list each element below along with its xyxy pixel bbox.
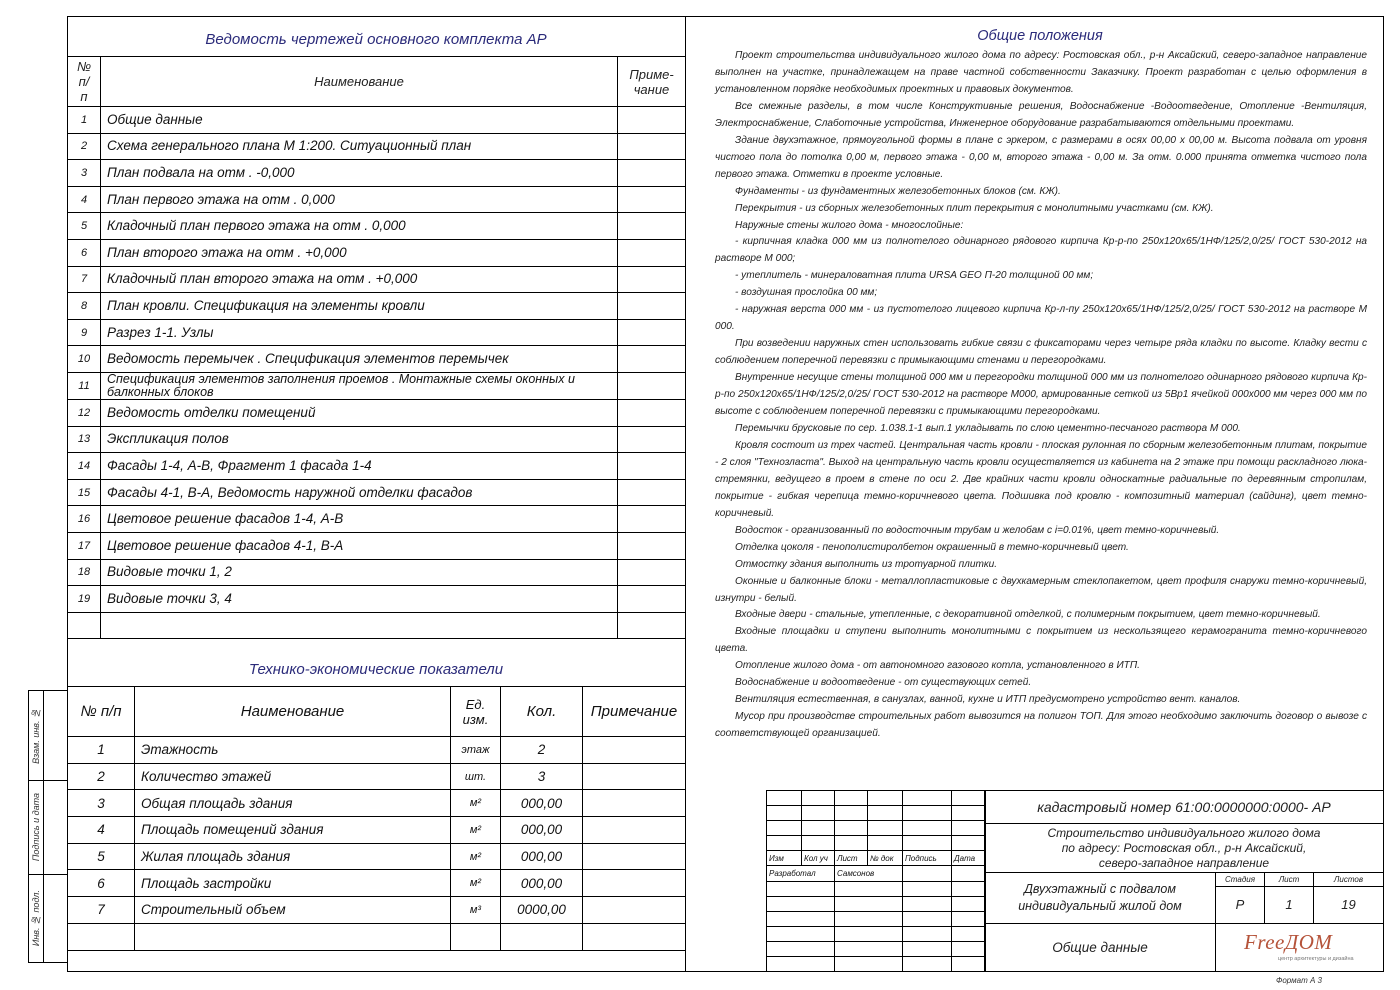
tb-header: Кол уч	[802, 851, 835, 866]
sheet-title: Общие данные	[984, 923, 1216, 972]
row-name: План кровли. Спецификация на элементы кровли	[101, 293, 618, 320]
tep-unit: м²	[451, 843, 501, 870]
paragraph: При возведении наружных стен использовать гибкие связи с фиксаторами через четыре ряда кладки по высоте. Кладку вести с соблюдением поперечной перевязки с примыкающими стенами и перегородками.	[715, 338, 1367, 367]
tb-header: № док	[868, 851, 903, 866]
row-num: 6	[68, 239, 101, 266]
company-logo	[1215, 923, 1384, 972]
row-num: 4	[68, 186, 101, 213]
paragraph: - воздушная прослойка 00 мм;	[735, 287, 878, 299]
table-row	[68, 586, 686, 613]
tep-header-note: Примечание	[583, 687, 686, 737]
tep-qty: 000,00	[501, 790, 583, 817]
row-name: Общие данные	[101, 107, 618, 134]
row-num: 18	[68, 559, 101, 586]
row-num: 11	[68, 372, 101, 399]
tep-num: 1	[68, 737, 135, 764]
paragraph: Оконные и балконные блоки - металлопластиковые с двухкамерным стеклопакетом, цвет профиля снаружи темно-коричневый, изнутри - белый.	[715, 575, 1367, 604]
paragraph: Мусор при производстве строительных работ вывозится на полигон ТОП. Для этого необходимо заключить договор о вывозе с соответствующей организацией.	[715, 711, 1367, 740]
row-name: Ведомость отделки помещений	[101, 399, 618, 426]
paragraph: Внутренние несущие стены толщиной 000 мм и перегородки толщиной 000 мм из полнотелого одинарного рядового кирпича Кр-р-по 250х120х65/1НФ/125/2,0/25/ ГОСТ 530-2012 на растворе М000, армированные сеткой из 5Вр1 ячейкой 000х000 мм через 000 мм по высоте с соблюдением поперечной перевязки с примыкающими перегородками.	[715, 372, 1367, 418]
sheet-label: Лист	[1264, 872, 1314, 887]
paragraph: Отделка цоколя - пенополистиролбетон окрашенный в темно-коричневый цвет.	[735, 541, 1129, 553]
tep-num: 7	[68, 897, 135, 924]
paragraph: - наружная верста 000 мм - из пустотелого лицевого кирпича Кр-л-пу 250х120х65/1НФ/125/2,0/25/ ГОСТ 530-2012 на растворе М 000.	[715, 304, 1367, 333]
paragraph: Наружные стены жилого дома - многослойные:	[735, 219, 964, 231]
stage-value: Р	[1215, 886, 1265, 924]
tb-header: Лист	[835, 851, 868, 866]
paragraph: Входные двери - стальные, утепленные, с декоративной отделкой, с полимерным покрытием, цвет темно-коричневый.	[735, 609, 1321, 621]
table-row	[68, 532, 686, 559]
header-note: Приме-чание	[618, 57, 686, 107]
row-name: Цветовое решение фасадов 1-4, А-В	[101, 506, 618, 533]
general-text	[715, 48, 1367, 743]
paragraph: Все смежные разделы, в том числе Конструктивные решения, Водоснабжение -Водоотведение, Отопление -Вентиляция, Электроснабжение, Слаботочные устройства, Инженерное оборудование разрабатываются отдельными проектами.	[715, 100, 1367, 129]
tep-qty: 3	[501, 763, 583, 790]
paragraph: Кровля состоит из трех частей. Центральная часть кровли - плоская рулонная по сборным железобетонным плитам, покрытие - 2 слоя "Технозласта". Выход на центральную часть кровли осуществляется из кабинета на 2 этаже при помощи раскладного люка-стремянки, ведущего в проем в стене по оси 2. Две крайних части кровли односкатные радиальные по деревянным стропилам, покрытие - гибкая черепица темно-коричневого цвета. Подшивка под кровлю - композитный материал (сайдинг), цвет темно-коричневый.	[715, 439, 1367, 519]
sheet-value: 1	[1264, 886, 1314, 924]
tb-developer: Самсонов	[835, 866, 903, 881]
logo-subtitle: центр архитектуры и дизайна	[1278, 956, 1354, 962]
table-row	[68, 870, 686, 897]
paragraph: - кирпичная кладка 000 мм из полнотелого одинарного рядового кирпича Кр-р-по 250х120х65/1НФ/125/2,0/25/ ГОСТ 530-2012 на растворе М 000;	[715, 236, 1367, 265]
format-label: Формат А 3	[1276, 976, 1322, 985]
tep-unit: м²	[451, 790, 501, 817]
tep-qty: 000,00	[501, 870, 583, 897]
paragraph: Отопление жилого дома - от автономного газового котла, установленного в ИТП.	[735, 660, 1140, 672]
row-num: 12	[68, 399, 101, 426]
row-name: Фасады 1-4, А-В, Фрагмент 1 фасада 1-4	[101, 453, 618, 480]
tep-qty: 0000,00	[501, 897, 583, 924]
row-name: Схема генерального плана М 1:200. Ситуационный план	[101, 133, 618, 160]
header-num: № п/п	[68, 57, 101, 107]
stage-label: Стадия	[1215, 872, 1265, 887]
tep-table	[67, 686, 686, 951]
table-row	[68, 817, 686, 844]
drawings-title: Ведомость чертежей основного комплекта АР	[205, 31, 547, 48]
tep-name: Общая площадь здания	[135, 790, 451, 817]
row-num: 17	[68, 532, 101, 559]
row-name: Экспликация полов	[101, 426, 618, 453]
paragraph: Проект строительства индивидуального жилого дома по адресу: Ростовская обл., р-н Аксайский, северо-западное направление выполнен на участке, принадлежащем на праве частной собственности Заказчику. Проект разработан с целью оформления в установленном порядке необходимых проектных и правовых документов.	[715, 50, 1367, 95]
table-row	[68, 372, 686, 399]
tep-header-unit: Ед. изм.	[451, 687, 501, 737]
paragraph: Водоснабжение и водоотведение - от существующих сетей.	[735, 677, 1032, 689]
table-row	[68, 213, 686, 240]
tep-num: 5	[68, 843, 135, 870]
title-block-grid	[766, 790, 986, 972]
table-row	[68, 319, 686, 346]
row-num: 13	[68, 426, 101, 453]
side-label-sign: Подпись и дата	[31, 793, 41, 862]
table-row	[68, 293, 686, 320]
table-row-empty	[68, 612, 686, 639]
tep-num: 3	[68, 790, 135, 817]
sheets-label: Листов	[1313, 872, 1384, 887]
row-name: План подвала на отм . -0,000	[101, 160, 618, 187]
drawings-table	[67, 56, 686, 639]
tep-unit: м²	[451, 870, 501, 897]
row-name: Видовые точки 3, 4	[101, 586, 618, 613]
row-num: 8	[68, 293, 101, 320]
row-num: 1	[68, 107, 101, 134]
paragraph: Здание двухэтажное, прямоугольной формы в плане с эркером, с размерами в осях 00,00 х 00,00 м. Высота подвала от уровня чистого пола до потолка 0,00 м, первого этажа - 0,00 м, второго этажа - 0,00 м. За отм. 0.000 принята отметка чистого пола первого этажа. Отметки в проекте условные.	[715, 134, 1367, 180]
paragraph: Водосток - организованный по водосточным трубам и желобам с i=0.01%, цвет темно-коричневый.	[735, 524, 1220, 536]
tep-name: Площадь помещений здания	[135, 817, 451, 844]
title-block-header-row	[767, 851, 986, 866]
row-num: 15	[68, 479, 101, 506]
paragraph: Фундаменты - из фундаментных железобетонных блоков (см. КЖ).	[735, 185, 1061, 197]
row-name: Видовые точки 1, 2	[101, 559, 618, 586]
table-row	[68, 426, 686, 453]
row-name: План первого этажа на отм . 0,000	[101, 186, 618, 213]
table-row	[68, 559, 686, 586]
table-row	[68, 453, 686, 480]
table-row	[68, 186, 686, 213]
tep-num: 6	[68, 870, 135, 897]
logo-text: FreeДОМ	[1244, 930, 1333, 954]
paragraph: Входные площадки и ступени выполнить монолитными с покрытием из нескользящего керамогранита темно-коричневого цвета.	[715, 626, 1367, 655]
tb-header: Изм	[767, 851, 802, 866]
drawings-header-row	[68, 57, 686, 107]
building-name: Двухэтажный с подвалом индивидуальный жилой дом	[984, 872, 1216, 924]
sheets-value: 19	[1313, 886, 1384, 924]
side-label-inv: Инв. № подл.	[31, 890, 41, 947]
tep-unit: м²	[451, 817, 501, 844]
row-num: 16	[68, 506, 101, 533]
tep-qty: 000,00	[501, 817, 583, 844]
tep-header-row	[68, 687, 686, 737]
tb-developed-label: Разработал	[767, 866, 835, 881]
tep-header-name: Наименование	[135, 687, 451, 737]
table-row	[68, 737, 686, 764]
table-row	[68, 266, 686, 293]
table-row	[68, 107, 686, 134]
tep-title: Технико-экономические показатели	[248, 661, 504, 678]
row-num: 14	[68, 453, 101, 480]
table-row	[68, 133, 686, 160]
row-name: Кладочный план второго этажа на отм . +0,000	[101, 266, 618, 293]
tep-qty: 000,00	[501, 843, 583, 870]
tep-num: 4	[68, 817, 135, 844]
table-row-empty	[68, 923, 686, 950]
table-row	[68, 399, 686, 426]
tep-unit: этаж	[451, 737, 501, 764]
header-name: Наименование	[101, 57, 618, 107]
paragraph: Перемычки брусковые по сер. 1.038.1-1 вып.1 укладывать по слою цементно-песчаного раствора М 000.	[735, 422, 1241, 434]
table-row	[68, 346, 686, 373]
table-row	[68, 790, 686, 817]
side-stamp	[28, 690, 68, 963]
row-name: Ведомость перемычек . Спецификация элементов перемычек	[101, 346, 618, 373]
cadastral-number: кадастровый номер 61:00:0000000:0000- АР	[984, 790, 1384, 824]
table-row	[68, 160, 686, 187]
tep-name: Количество этажей	[135, 763, 451, 790]
row-num: 9	[68, 319, 101, 346]
tep-qty: 2	[501, 737, 583, 764]
row-name: План второго этажа на отм . +0,000	[101, 239, 618, 266]
paragraph: - утеплитель - минераловатная плита URSA GEO П-20 толщиной 00 мм;	[735, 270, 1094, 282]
row-num: 7	[68, 266, 101, 293]
table-row	[68, 479, 686, 506]
row-num: 3	[68, 160, 101, 187]
paragraph: Перекрытия - из сборных железобетонных плит перекрытия с монолитными участками (см. КЖ).	[735, 202, 1214, 214]
tep-num: 2	[68, 763, 135, 790]
row-name: Разрез 1-1. Узлы	[101, 319, 618, 346]
paragraph: Вентиляция естественная, в санузлах, ванной, кухне и ИТП предусмотрено устройство вент. каналов.	[735, 694, 1241, 706]
tep-name: Строительный объем	[135, 897, 451, 924]
row-name: Фасады 4-1, В-А, Ведомость наружной отделки фасадов	[101, 479, 618, 506]
tb-header: Подпись	[903, 851, 952, 866]
row-name: Кладочный план первого этажа на отм . 0,000	[101, 213, 618, 240]
row-name: Цветовое решение фасадов 4-1, В-А	[101, 532, 618, 559]
side-label-replace: Взам. инв. №	[31, 707, 41, 764]
table-row	[68, 843, 686, 870]
table-row	[68, 239, 686, 266]
row-num: 10	[68, 346, 101, 373]
general-title: Общие положения	[977, 28, 1103, 44]
tep-name: Площадь застройки	[135, 870, 451, 897]
tb-header: Дата	[952, 851, 986, 866]
row-num: 19	[68, 586, 101, 613]
tep-header-qty: Кол.	[501, 687, 583, 737]
row-num: 5	[68, 213, 101, 240]
tep-header-num: № п/п	[68, 687, 135, 737]
table-row	[68, 506, 686, 533]
paragraph: Отмостку здания выполнить из тротуарной плитки.	[735, 558, 998, 570]
row-num: 2	[68, 133, 101, 160]
tep-name: Жилая площадь здания	[135, 843, 451, 870]
tep-name: Этажность	[135, 737, 451, 764]
project-name: Строительство индивидуального жилого дома по адресу: Ростовская обл., р-н Аксайский, северо-западное направление	[984, 823, 1384, 873]
table-row	[68, 763, 686, 790]
table-row	[68, 897, 686, 924]
tep-unit: шт.	[451, 763, 501, 790]
row-name: Спецификация элементов заполнения проемов . Монтажные схемы оконных и балконных блоков	[101, 372, 618, 399]
tep-unit: м³	[451, 897, 501, 924]
